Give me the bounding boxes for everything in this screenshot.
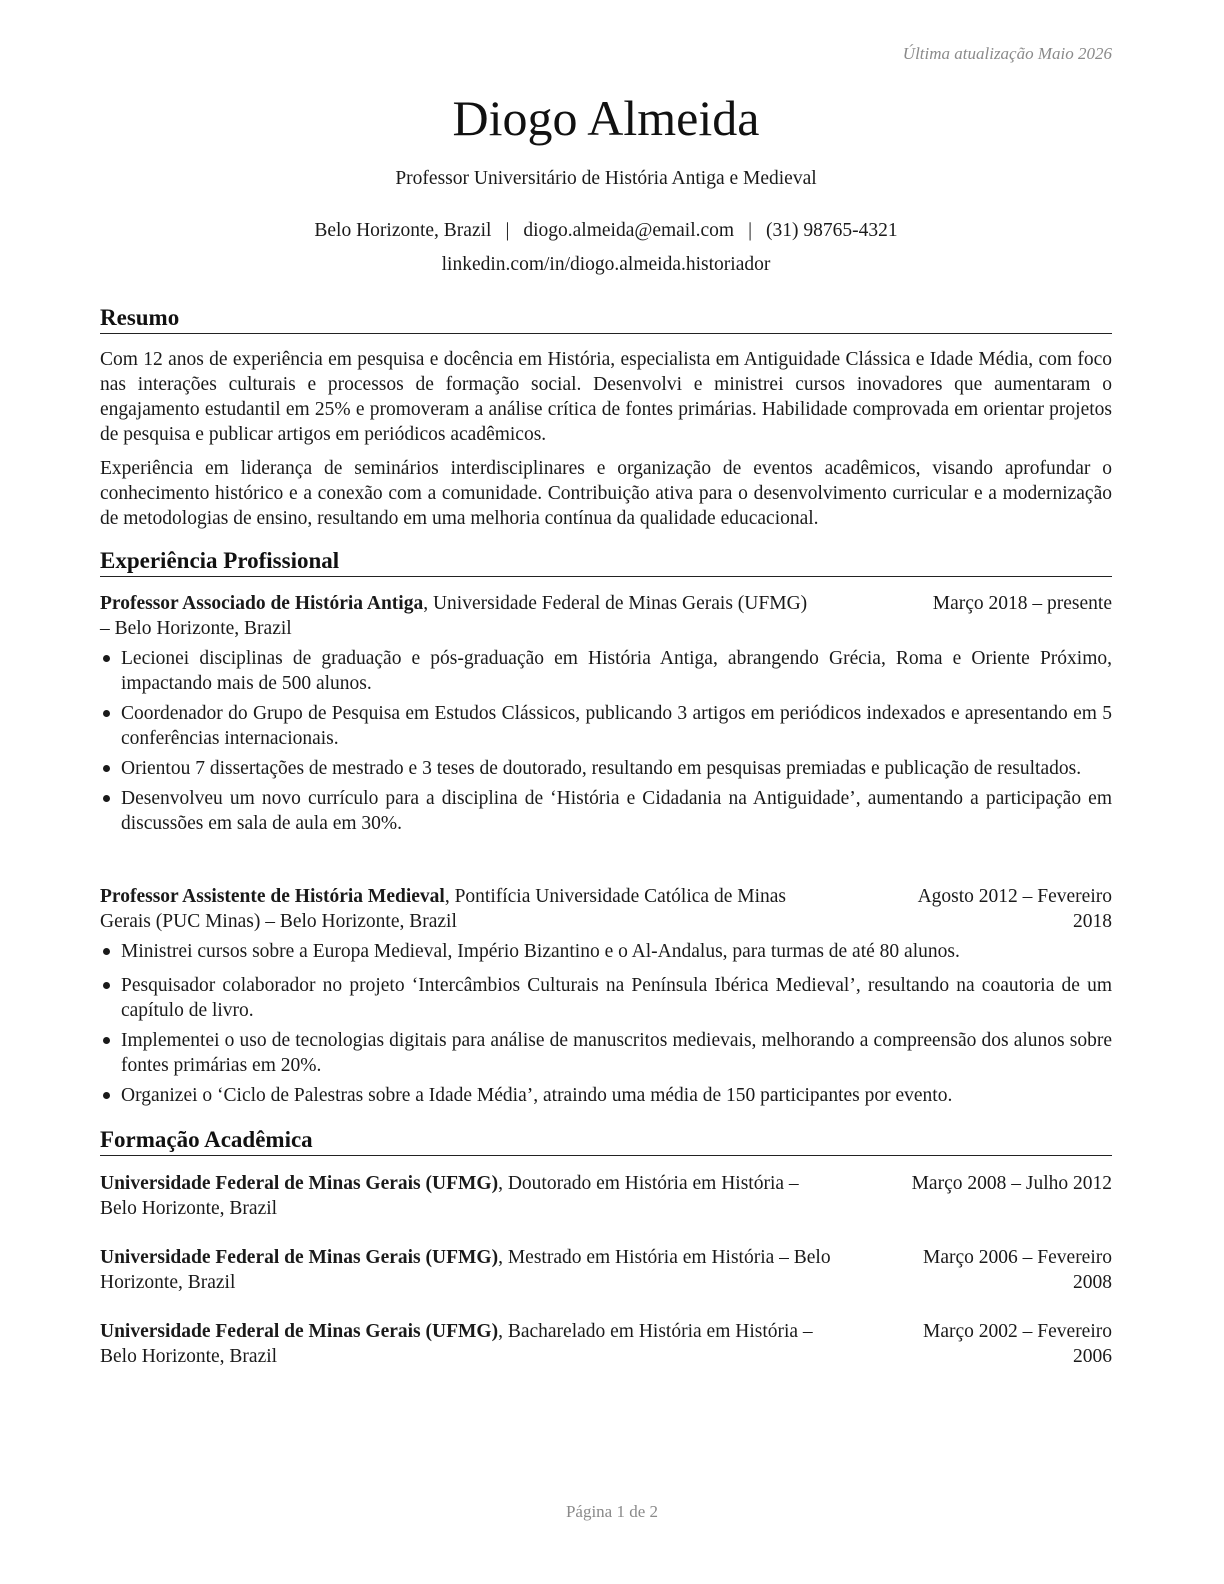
education-institution: Universidade Federal de Minas Gerais (UFMG) bbox=[100, 1321, 499, 1342]
section-heading-summary: Resumo bbox=[100, 304, 1112, 334]
education-institution: Universidade Federal de Minas Gerais (UFMG) bbox=[100, 1247, 499, 1268]
job-bullets bbox=[100, 646, 1112, 836]
education-entry bbox=[100, 1171, 1112, 1221]
education-degree: , Mestrado em História em História – Belo bbox=[498, 1247, 831, 1268]
list-item: Ministrei cursos sobre a Europa Medieval, Império Bizantino e o Al-Andalus, para turmas de até 80 alunos. bbox=[100, 939, 1112, 964]
summary-paragraph: Com 12 anos de experiência em pesquisa e docência em História, especialista em Antiguidade Clássica e Idade Média, com foco nas interações culturais e processos de formação social. Desenvolvi e ministrei cursos inovadores que aumentaram o engajamento estudantil em 25% e promoveram a análise crítica de fontes primárias. Habilidade comprovada em orientar projetos de pesquisa e publicar artigos em periódicos acadêmicos. bbox=[100, 349, 1112, 445]
education-degree: , Doutorado em História em História – bbox=[498, 1173, 799, 1194]
list-item: Coordenador do Grupo de Pesquisa em Estudos Clássicos, publicando 3 artigos em periódicos indexados e apresentando em 5 conferências internacionais. bbox=[100, 701, 1112, 751]
candidate-title: Professor Universitário de História Antiga e Medieval bbox=[395, 168, 817, 189]
education-dates-cont: 2008 bbox=[1073, 1272, 1112, 1293]
education-entry bbox=[100, 1245, 1112, 1295]
job-organization: , Pontifícia Universidade Católica de Minas bbox=[444, 886, 786, 907]
education-degree: , Bacharelado em História em História – bbox=[498, 1321, 813, 1342]
contact-separator: | bbox=[748, 220, 752, 241]
job-location: – Belo Horizonte, Brazil bbox=[100, 618, 292, 639]
location: Belo Horizonte, Brazil bbox=[314, 220, 492, 241]
list-item: Implementei o uso de tecnologias digitais para análise de manuscritos medievais, melhorando a compreensão dos alunos sobre fontes primárias em 20%. bbox=[100, 1028, 1112, 1078]
job-role: Professor Assistente de História Medieval bbox=[100, 886, 445, 907]
education-dates: Março 2002 – Fevereiro bbox=[923, 1321, 1112, 1342]
last-updated: Última atualização Maio 2026 bbox=[902, 44, 1112, 63]
education-location: Horizonte, Brazil bbox=[100, 1272, 236, 1293]
contact-line bbox=[100, 218, 1112, 244]
job-role: Professor Associado de História Antiga bbox=[100, 593, 424, 614]
linkedin-link[interactable]: linkedin.com/in/diogo.almeida.historiador bbox=[441, 254, 771, 275]
job-bullets bbox=[100, 939, 1112, 1108]
candidate-name: Diogo Almeida bbox=[452, 90, 760, 146]
email-link[interactable]: diogo.almeida@email.com bbox=[523, 220, 735, 241]
contact-separator: | bbox=[505, 220, 510, 241]
job-dates: Agosto 2012 – Fevereiro bbox=[917, 886, 1112, 907]
page-number: Página 1 de 2 bbox=[565, 1502, 659, 1521]
resume-page bbox=[100, 0, 1112, 1584]
section-heading-education: Formação Acadêmica bbox=[100, 1126, 1112, 1156]
list-item: Orientou 7 dissertações de mestrado e 3 teses de doutorado, resultando em pesquisas premiadas e publicação de resultados. bbox=[100, 756, 1112, 781]
summary-paragraph: Experiência em liderança de seminários interdisciplinares e organização de eventos acadêmicos, visando aprofundar o conhecimento histórico e a conexão com a comunidade. Contribuição ativa para o desenvolvimento curricular e a modernização de metodologias de ensino, resultando em uma melhoria contínua da qualidade educacional. bbox=[100, 458, 1112, 529]
job-header bbox=[100, 591, 1112, 641]
education-entry bbox=[100, 1319, 1112, 1369]
education-dates: Março 2006 – Fevereiro bbox=[923, 1247, 1112, 1268]
education-dates: Março 2008 – Julho 2012 bbox=[911, 1173, 1112, 1194]
education-institution: Universidade Federal de Minas Gerais (UFMG) bbox=[100, 1173, 499, 1194]
education-dates-cont: 2006 bbox=[1073, 1346, 1112, 1367]
list-item: Desenvolveu um novo currículo para a disciplina de ‘História e Cidadania na Antiguidade’, aumentando a participação em discussões em sala de aula em 30%. bbox=[100, 786, 1112, 836]
education-location: Belo Horizonte, Brazil bbox=[100, 1346, 278, 1367]
section-heading-experience: Experiência Profissional bbox=[100, 547, 1112, 577]
list-item: Pesquisador colaborador no projeto ‘Intercâmbios Culturais na Península Ibérica Medieval’, resultando na coautoria de um capítulo de livro. bbox=[100, 973, 1112, 1023]
job-location: Gerais (PUC Minas) – Belo Horizonte, Brazil bbox=[100, 911, 457, 932]
list-item: Organizei o ‘Ciclo de Palestras sobre a Idade Média’, atraindo uma média de 150 participantes por evento. bbox=[100, 1083, 1112, 1108]
job-organization: , Universidade Federal de Minas Gerais (UFMG) bbox=[423, 593, 808, 614]
list-item: Lecionei disciplinas de graduação e pós-graduação em História Antiga, abrangendo Grécia, Roma e Oriente Próximo, impactando mais de 500 alunos. bbox=[100, 646, 1112, 696]
education-location: Belo Horizonte, Brazil bbox=[100, 1198, 278, 1219]
job-header bbox=[100, 884, 1112, 934]
phone: (31) 98765-4321 bbox=[766, 220, 898, 241]
job-dates: Março 2018 – presente bbox=[932, 593, 1112, 614]
job-dates-cont: 2018 bbox=[1073, 911, 1112, 932]
